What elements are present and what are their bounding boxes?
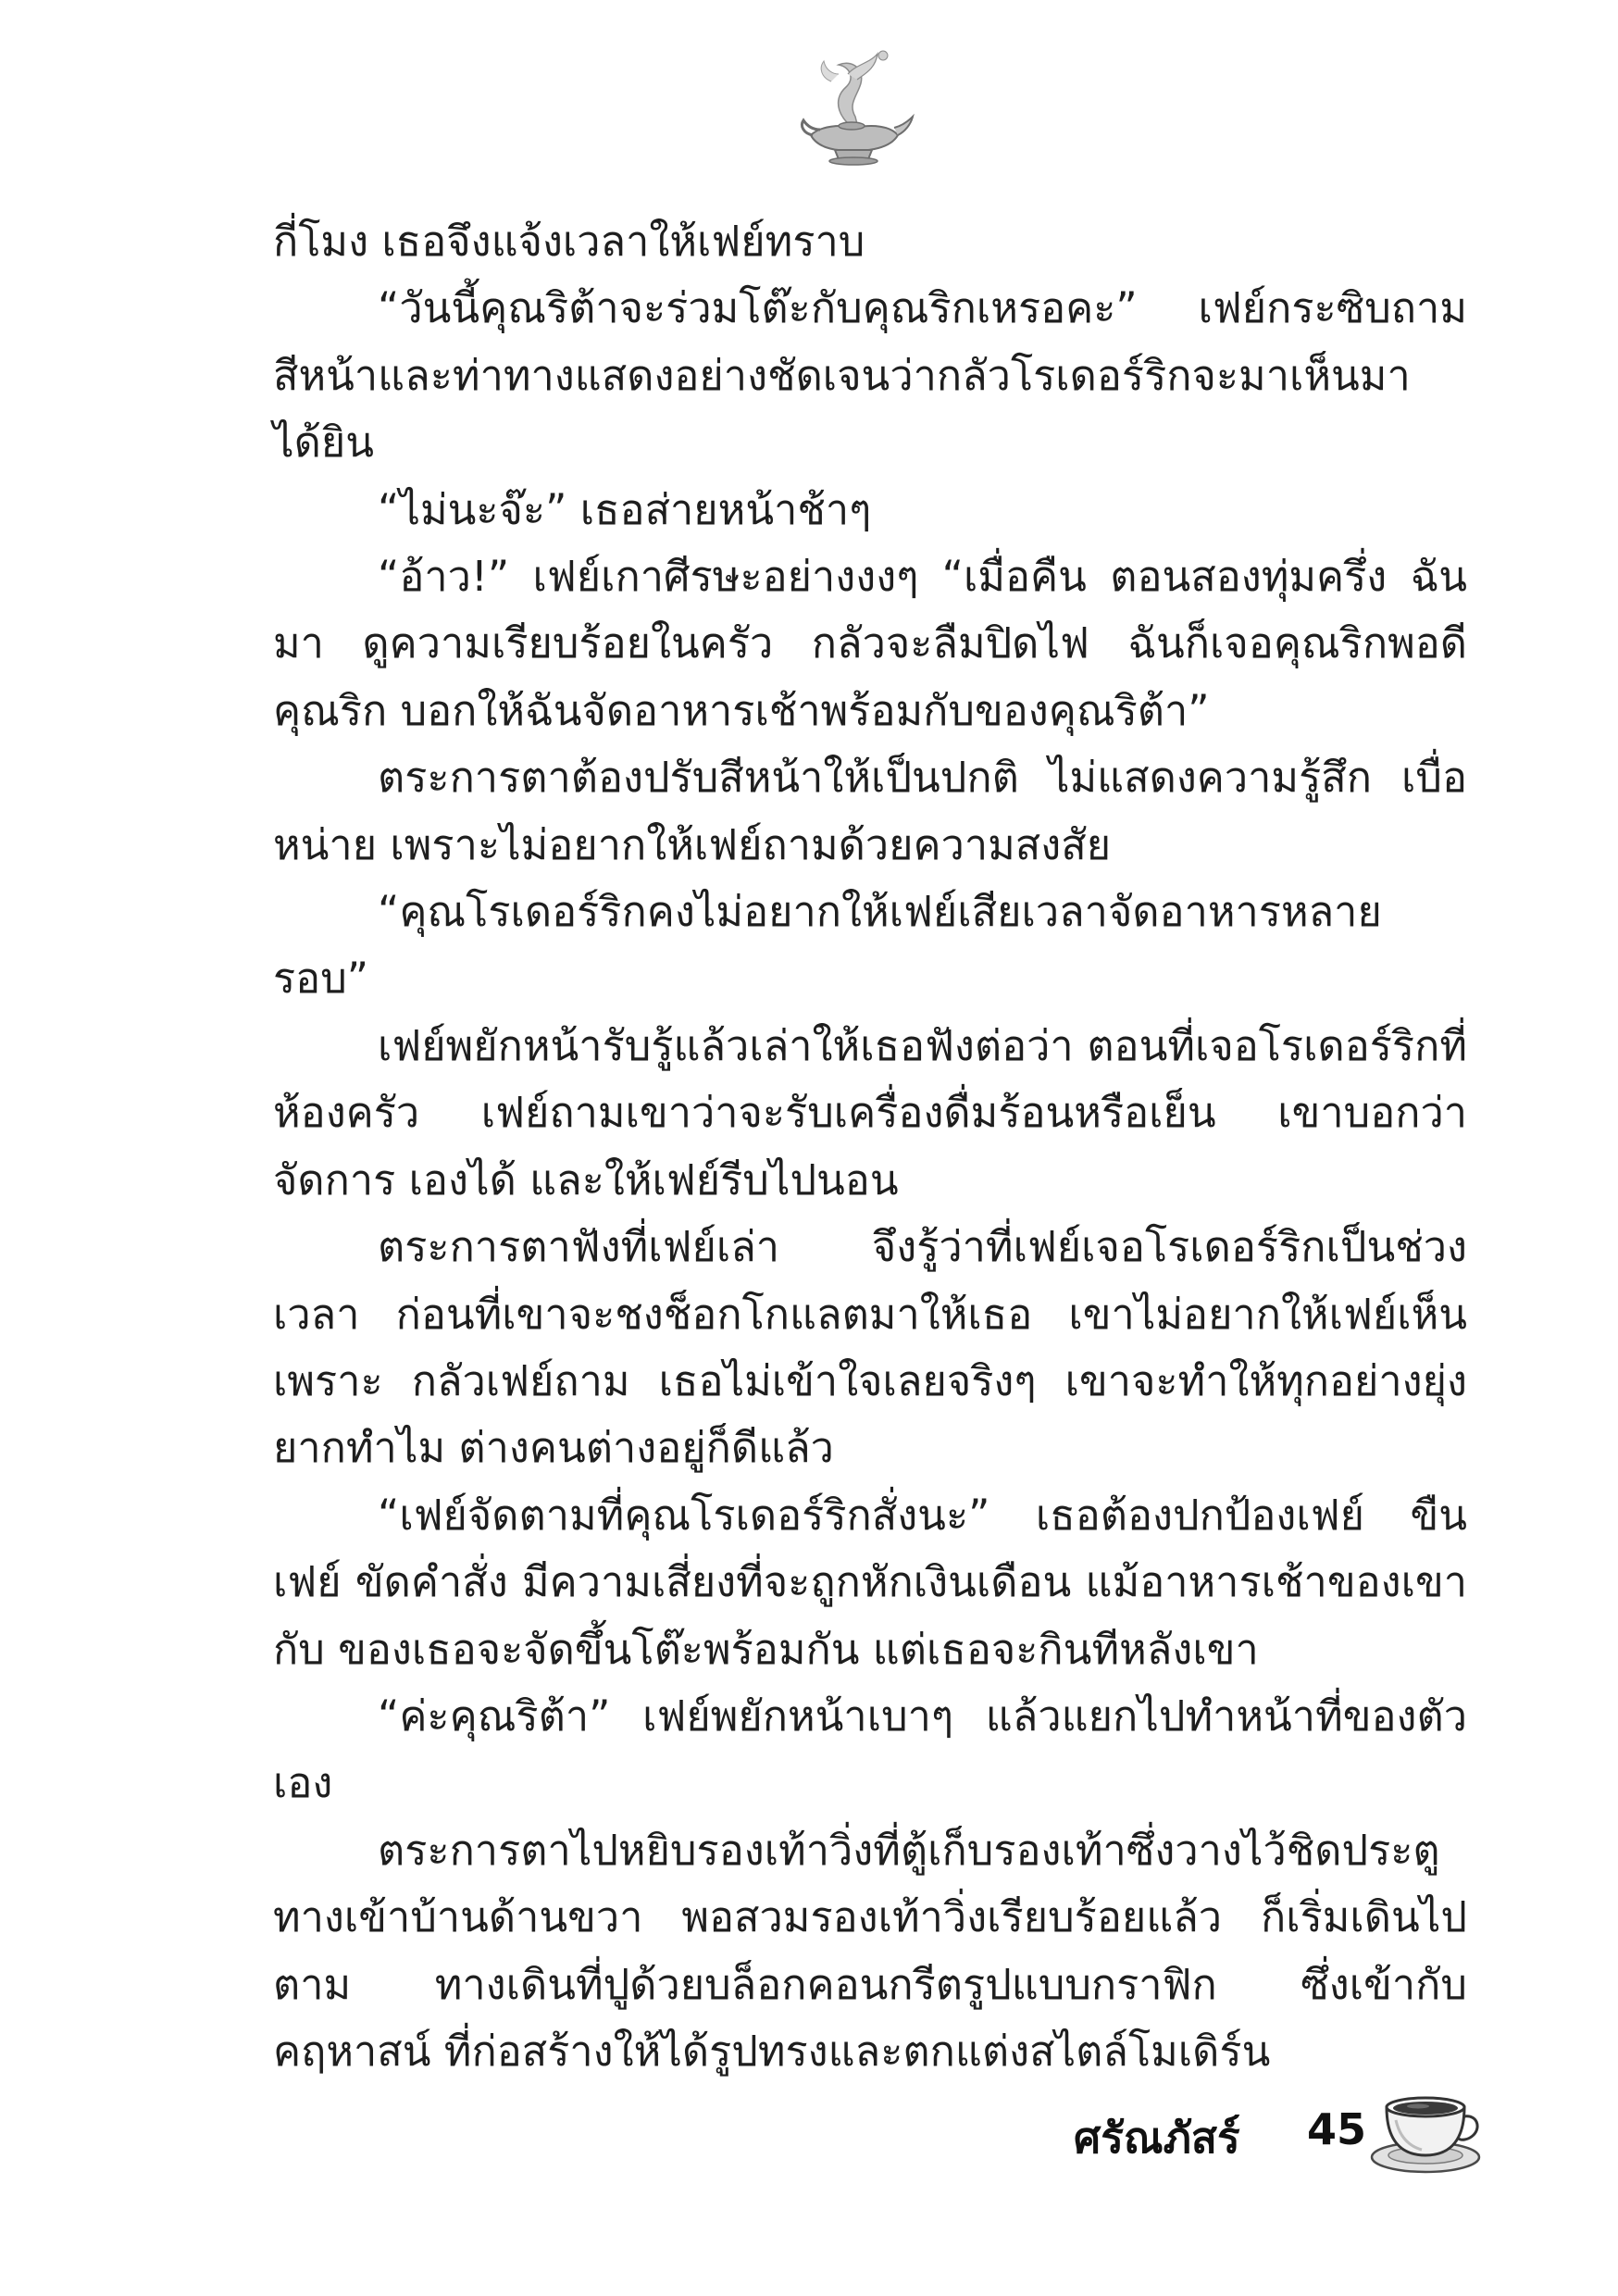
paragraph: “ค่ะคุณริต้า” เฟย์พยักหน้าเบาๆ แล้วแยกไปทำหน้าที่ของตัวเอง [273, 1691, 1467, 1808]
page-footer [1046, 2078, 1490, 2190]
paragraph: กี่โมง เธอจึงแจ้งเวลาให้เฟย์ทราบ [273, 217, 865, 266]
chapter-body [273, 208, 1467, 2085]
paragraph: “คุณโรเดอร์ริกคงไม่อยากให้เฟย์เสียเวลาจัดอาหารหลายรอบ” [273, 887, 1382, 1004]
paragraph: ตระการตาไปหยิบรองเท้าวิ่งที่ตู้เก็บรองเท้าซึ่งวางไว้ชิดประตู ทางเข้าบ้านด้านขวา พอสวมรองเท้าวิ่งเรียบร้อยแล้ว ก็เริ่มเดินไปตาม ทางเดินที่ปูด้วยบล็อกคอนกรีตรูปแบบกราฟิก ซึ่งเข้ากับคฤหาสน์ ที่ก่อสร้างให้ได้รูปทรงและตกแต่งสไตล์โมเดิร์น [273, 1825, 1467, 2076]
paragraph: ตระการตาฟังที่เฟย์เล่า จึงรู้ว่าที่เฟย์เจอโรเดอร์ริกเป็นช่วงเวลา ก่อนที่เขาจะชงช็อกโกแลตมาให้เธอ เขาไม่อยากให้เฟย์เห็น เพราะ กลัวเฟย์ถาม เธอไม่เข้าใจเลยจริงๆ เขาจะทำให้ทุกอย่างยุ่งยากทำไม ต่างคนต่างอยู่ก็ดีแล้ว [273, 1222, 1467, 1473]
paragraph: เฟย์พยักหน้ารับรู้แล้วเล่าให้เธอฟังต่อว่า ตอนที่เจอโรเดอร์ริกที่ ห้องครัว เฟย์ถามเขาว่าจะรับเครื่องดื่มร้อนหรือเย็น เขาบอกว่าจัดการ เองได้ และให้เฟย์รีบไปนอน [273, 1020, 1467, 1204]
paragraph: “อ้าว!” เฟย์เกาศีรษะอย่างงงๆ “เมื่อคืน ตอนสองทุ่มครึ่ง ฉันมา ดูความเรียบร้อยในครัว กลัวจะลืมปิดไฟ ฉันก็เจอคุณริกพอดี คุณริก บอกให้ฉันจัดอาหารเช้าพร้อมกับของคุณริต้า” [273, 552, 1467, 735]
author-name: ศรัณภัสร์ [1074, 2113, 1240, 2163]
coffee-cup-icon [1368, 2083, 1483, 2179]
paragraph: “ไม่นะจ๊ะ” เธอส่ายหน้าช้าๆ [378, 484, 872, 534]
paragraph: ตระการตาต้องปรับสีหน้าให้เป็นปกติ ไม่แสดงความรู้สึก เบื่อหน่าย เพราะไม่อยากให้เฟย์ถามด้วยความสงสัย [273, 753, 1467, 869]
magic-lamp-icon [794, 46, 916, 167]
page-number: 45 [1307, 2104, 1367, 2154]
paragraph: “วันนี้คุณริต้าจะร่วมโต๊ะกับคุณริกเหรอคะ” เฟย์กระซิบถาม สีหน้าและท่าทางแสดงอย่างชัดเจนว่ากลัวโรเดอร์ริกจะมาเห็นมา ได้ยิน [273, 283, 1467, 468]
paragraph: “เฟย์จัดตามที่คุณโรเดอร์ริกสั่งนะ” เธอต้องปกป้องเฟย์ ขืนเฟย์ ขัดคำสั่ง มีความเสี่ยงที่จะถูกหักเงินเดือน แม้อาหารเช้าของเขากับ ของเธอจะจัดขึ้นโต๊ะพร้อมกัน แต่เธอจะกินทีหลังเขา [273, 1490, 1467, 1674]
